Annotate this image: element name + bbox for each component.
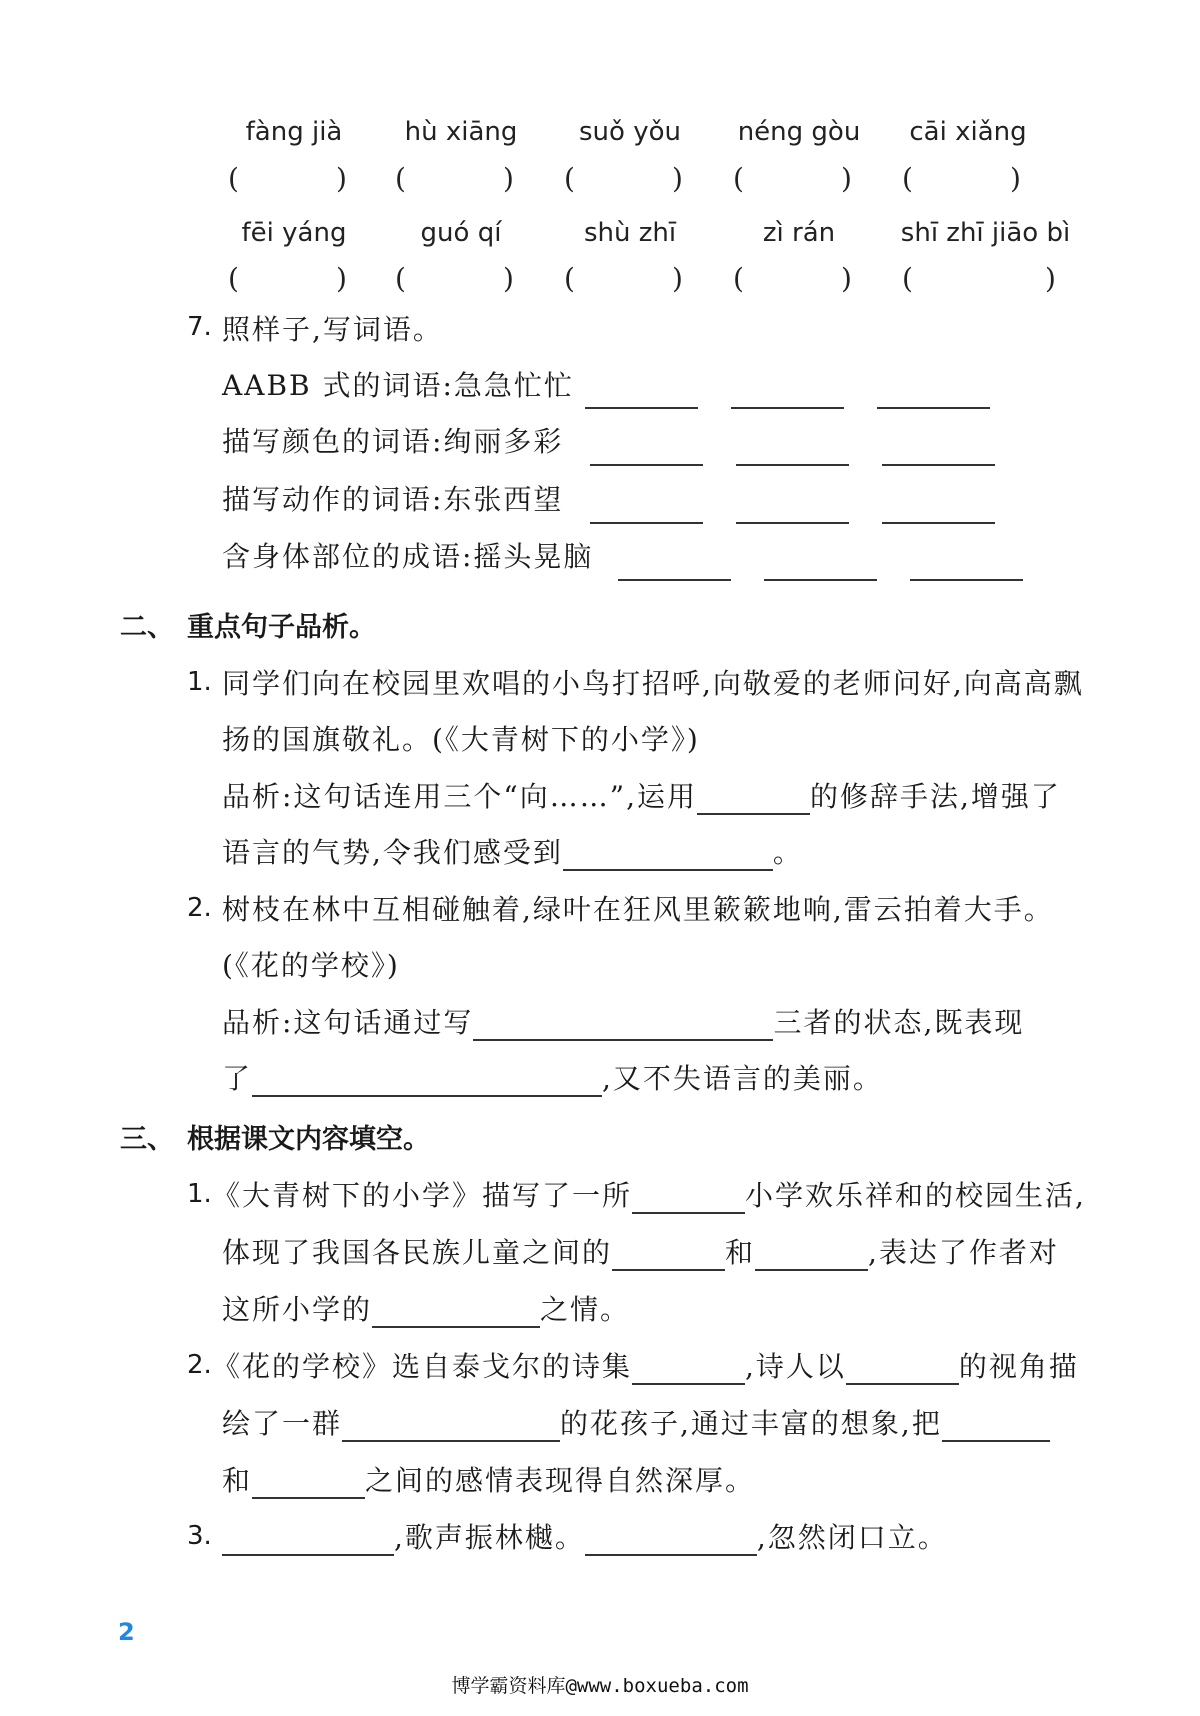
- sec2-q2-number: 2.: [187, 893, 212, 923]
- pinyin-label: cāi xiǎng: [909, 117, 1027, 147]
- pinyin-label: zì rán: [762, 218, 836, 248]
- sec2-q2-answer1-pre: 品析:这句话通过写: [222, 1006, 474, 1039]
- pinyin-label: suǒ yǒu: [579, 117, 681, 147]
- sec3-q1-l1-post: 小学欢乐祥和的校园生活,: [745, 1179, 1086, 1212]
- answer-blank[interactable]: [222, 1526, 394, 1556]
- answer-blank[interactable]: [942, 1412, 1050, 1442]
- paren-close: ): [1045, 262, 1056, 295]
- q7-blank[interactable]: [882, 464, 995, 466]
- answer-blank[interactable]: [252, 1067, 602, 1097]
- q7-blank[interactable]: [585, 407, 698, 409]
- pinyin-label: shù zhī: [583, 218, 677, 248]
- sec2-q2-answer2-pre: 了: [222, 1062, 253, 1095]
- paren-open: (: [395, 162, 406, 195]
- paren-close: ): [336, 262, 347, 295]
- q7-blank[interactable]: [910, 579, 1023, 581]
- q7-blank[interactable]: [618, 579, 731, 581]
- paren-close: ): [336, 162, 347, 195]
- sec2-label: 二、: [120, 612, 174, 643]
- sec3-q2-line2: [222, 1402, 1050, 1442]
- sec3-q3-number: 3.: [187, 1521, 212, 1551]
- q7-blank[interactable]: [882, 522, 995, 524]
- hanzi-answer-slot[interactable]: [242, 264, 338, 296]
- answer-blank[interactable]: [632, 1355, 745, 1385]
- q7-blank[interactable]: [764, 579, 877, 581]
- sec3-q2-l1-mid: ,诗人以: [745, 1350, 846, 1383]
- answer-blank[interactable]: [697, 785, 810, 815]
- hanzi-answer-slot[interactable]: [747, 264, 843, 296]
- answer-blank[interactable]: [252, 1469, 365, 1499]
- hanzi-answer-slot[interactable]: [578, 264, 674, 296]
- answer-blank[interactable]: [755, 1241, 868, 1271]
- answer-blank[interactable]: [585, 1526, 757, 1556]
- q7-item-body: 含身体部位的成语:摇头晃脑: [222, 540, 594, 573]
- hanzi-answer-slot[interactable]: [916, 164, 1012, 196]
- sec3-q3-post: ,忽然闭口立。: [756, 1521, 948, 1554]
- sec2-q2-answer1-post: 三者的状态,既表现: [773, 1006, 1025, 1039]
- sec3-q1-l2-post: ,表达了作者对: [868, 1236, 1059, 1269]
- paren-close: ): [503, 162, 514, 195]
- hanzi-answer-slot[interactable]: [916, 264, 1047, 296]
- sec3-q1-l2-mid: 和: [725, 1236, 756, 1269]
- hanzi-answer-slot[interactable]: [409, 264, 505, 296]
- sec2-q2-line1: 树枝在林中互相碰触着,绿叶在狂风里簌簌地响,雷云拍着大手。: [222, 893, 1054, 926]
- sec2-q2-line2: (《花的学校》): [222, 949, 400, 982]
- paren-open: (: [564, 162, 575, 195]
- paren-close: ): [672, 262, 683, 295]
- q7-blank[interactable]: [731, 407, 844, 409]
- paren-close: ): [841, 262, 852, 295]
- sec2-q1-line1: 同学们向在校园里欢唱的小鸟打招呼,向敬爱的老师问好,向高高飘: [222, 667, 1084, 700]
- sec3-q2-line3: [222, 1459, 755, 1499]
- hanzi-answer-slot[interactable]: [578, 164, 674, 196]
- q7-title: 照样子,写词语。: [222, 313, 443, 346]
- pinyin-label: fàng jià: [245, 117, 343, 147]
- sec2-title: 重点句子品析。: [187, 612, 376, 643]
- sec2-q1-answer2: [222, 831, 803, 871]
- footer-watermark: 博学霸资料库@www.boxueba.com: [451, 1675, 749, 1697]
- sec3-q1-l3-pre: 这所小学的: [222, 1293, 373, 1326]
- paren-open: (: [902, 162, 913, 195]
- sec3-title: 根据课文内容填空。: [187, 1124, 430, 1155]
- q7-blank[interactable]: [590, 464, 703, 466]
- pinyin-label: néng gòu: [737, 117, 861, 147]
- pinyin-label: shī zhī jiāo bì: [900, 218, 1071, 248]
- sec3-q1-number: 1.: [187, 1179, 212, 1209]
- sec2-q2-answer1: [222, 1001, 1024, 1041]
- sec3-q2-l3-pre: 和: [222, 1464, 253, 1497]
- sec2-q2-answer2: [222, 1057, 883, 1097]
- sec3-q2-l1-pre: 《花的学校》选自泰戈尔的诗集: [212, 1350, 633, 1383]
- sec2-q1-line2: 扬的国旗敬礼。(《大青树下的小学》): [222, 723, 700, 756]
- sec3-label: 三、: [120, 1124, 174, 1155]
- hanzi-answer-slot[interactable]: [242, 164, 338, 196]
- paren-open: (: [228, 262, 239, 295]
- sec3-q2-l2-post: 的花孩子,通过丰富的想象,把: [560, 1407, 942, 1440]
- sec3-q1-l1-pre: 《大青树下的小学》描写了一所: [212, 1179, 633, 1212]
- paren-open: (: [733, 262, 744, 295]
- pinyin-label: hù xiāng: [404, 117, 518, 147]
- answer-blank[interactable]: [563, 841, 773, 871]
- sec2-q1-answer1-pre: 品析:这句话连用三个“向……”,运用: [222, 780, 697, 813]
- sec3-q1-l3-post: 之情。: [540, 1293, 631, 1326]
- hanzi-answer-slot[interactable]: [409, 164, 505, 196]
- paren-open: (: [228, 162, 239, 195]
- answer-blank[interactable]: [473, 1011, 773, 1041]
- paren-close: ): [1010, 162, 1021, 195]
- answer-blank[interactable]: [846, 1355, 959, 1385]
- paren-close: ): [672, 162, 683, 195]
- q7-item-color: 描写颜色的词语:绚丽多彩: [222, 425, 564, 458]
- sec3-q2-number: 2.: [187, 1350, 212, 1380]
- sec3-q3-mid: ,歌声振林樾。: [394, 1521, 585, 1554]
- paren-open: (: [902, 262, 913, 295]
- sec2-q1-answer1-post: 的修辞手法,增强了: [809, 780, 1061, 813]
- sec3-q2-l3-post: 之间的感情表现得自然深厚。: [365, 1464, 756, 1497]
- answer-blank[interactable]: [612, 1241, 725, 1271]
- sec3-q1-l2-pre: 体现了我国各民族儿童之间的: [222, 1236, 613, 1269]
- q7-blank[interactable]: [877, 407, 990, 409]
- q7-item-aabb: AABB 式的词语:急急忙忙: [222, 369, 574, 402]
- paren-close: ): [841, 162, 852, 195]
- sec3-q1-line3: [222, 1288, 630, 1328]
- q7-blank[interactable]: [736, 522, 849, 524]
- sec3-q1-line1: [212, 1174, 1086, 1214]
- sec2-q2-answer2-post: ,又不失语言的美丽。: [602, 1062, 883, 1095]
- sec3-q2-l1-post: 的视角描: [958, 1350, 1079, 1383]
- paren-open: (: [395, 262, 406, 295]
- sec2-q1-answer2-post: 。: [772, 836, 803, 869]
- sec2-q1-answer2-pre: 语言的气势,令我们感受到: [222, 836, 563, 869]
- paren-close: ): [503, 262, 514, 295]
- answer-blank[interactable]: [632, 1184, 745, 1214]
- sec3-q2-l2-pre: 绘了一群: [222, 1407, 343, 1440]
- q7-blank[interactable]: [736, 464, 849, 466]
- q7-item-action: 描写动作的词语:东张西望: [222, 483, 564, 516]
- sec2-q1-number: 1.: [187, 667, 212, 697]
- paren-open: (: [733, 162, 744, 195]
- paren-open: (: [564, 262, 575, 295]
- sec3-q2-line1: [212, 1345, 1079, 1385]
- pinyin-label: fēi yáng: [241, 218, 347, 248]
- q7-number: 7.: [187, 312, 212, 342]
- q7-blank[interactable]: [590, 522, 703, 524]
- hanzi-answer-slot[interactable]: [747, 164, 843, 196]
- sec3-q3-line: [222, 1516, 948, 1556]
- sec2-q1-answer1: [222, 775, 1061, 815]
- pinyin-label: guó qí: [420, 218, 502, 248]
- answer-blank[interactable]: [342, 1412, 560, 1442]
- page-number: 2: [118, 1618, 135, 1646]
- answer-blank[interactable]: [372, 1298, 540, 1328]
- sec3-q1-line2: [222, 1231, 1059, 1271]
